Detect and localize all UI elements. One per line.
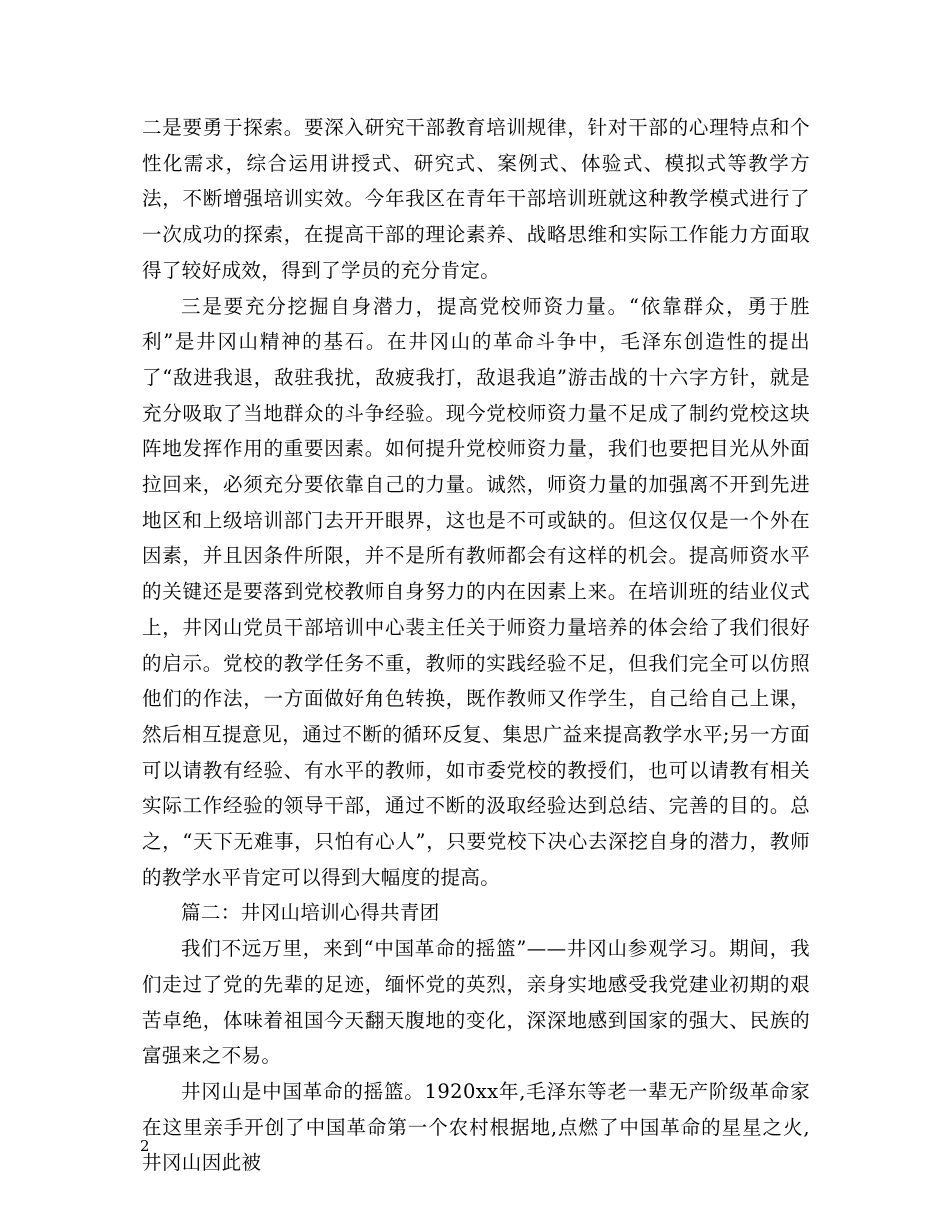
paragraph-exploration: 二是要勇于探索。要深入研究干部教育培训规律，针对干部的心理特点和个性化需求，综合运用讲授式、研究式、案例式、体验式、模拟式等教学方法，不断增强培训实效。今年我区在青年干部培训班就这种教学模式进行了一次成功的探索，在提高干部的理论素养、战略思维和实际工作能力方面取得了较好成效，得到了学员的充分肯定。 <box>142 116 810 282</box>
paragraph-teaching-staff: 三是要充分挖掘自身潜力，提高党校师资力量。“依靠群众，勇于胜利”是井冈山精神的基石。在井冈山的革命斗争中，毛泽东创造性的提出了“敌进我退，敌驻我扰，敌疲我打，敌退我追”游击战的十六字方针，就是充分吸取了当地群众的斗争经验。现今党校师资力量不足成了制约党校这块阵地发挥作用的重要因素。如何提升党校师资力量，我们也要把目光从外面拉回来，必须充分要依靠自己的力量。诚然，师资力量的加强离不开到先进地区和上级培训部门去开开眼界，这也是不可或缺的。但这仅仅是一个外在因素，并且因条件所限，并不是所有教师都会有这样的机会。提高师资水平的关键还是要落到党校教师自身努力的内在因素上来。在培训班的结业仪式上，井冈山党员干部培训中心裴主任关于师资力量培养的体会给了我们很好的启示。党校的教学任务不重，教师的实践经验不足，但我们完全可以仿照他们的作法，一方面做好角色转换，既作教师又作学生，自己给自己上课，然后相互提意见，通过不断的循环反复、集思广益来提高教学水平;另一方面可以请教有经验、有水平的教师，如市委党校的教授们，也可以请教有相关实际工作经验的领导干部，通过不断的汲取经验达到总结、完善的目的。总之，“天下无难事，只怕有心人”，只要党校下决心去深挖自身的潜力，教师的教学水平肯定可以得到大幅度的提高。 <box>142 294 810 889</box>
page-number: 2 <box>140 1137 150 1155</box>
section-heading: 篇二：井冈山培训心得共青团 <box>181 901 440 925</box>
paragraph-cradle: 井冈山是中国革命的摇篮。1920xx年,毛泽东等老一辈无产阶级革命家在这里亲手开创了中国革命第一个农村根据地,点燃了中国革命的星星之火,井冈山因此被 <box>142 1079 810 1175</box>
paragraph-visit: 我们不远万里，来到“中国革命的摇篮”——井冈山参观学习。期间，我们走过了党的先辈的足迹，缅怀党的英烈，亲身实地感受我党建业初期的艰苦卓绝，体味着祖国今天翻天腹地的变化，深深地感到国家的强大、民族的富强来之不易。 <box>142 937 810 1068</box>
body-text <box>142 110 810 1181</box>
